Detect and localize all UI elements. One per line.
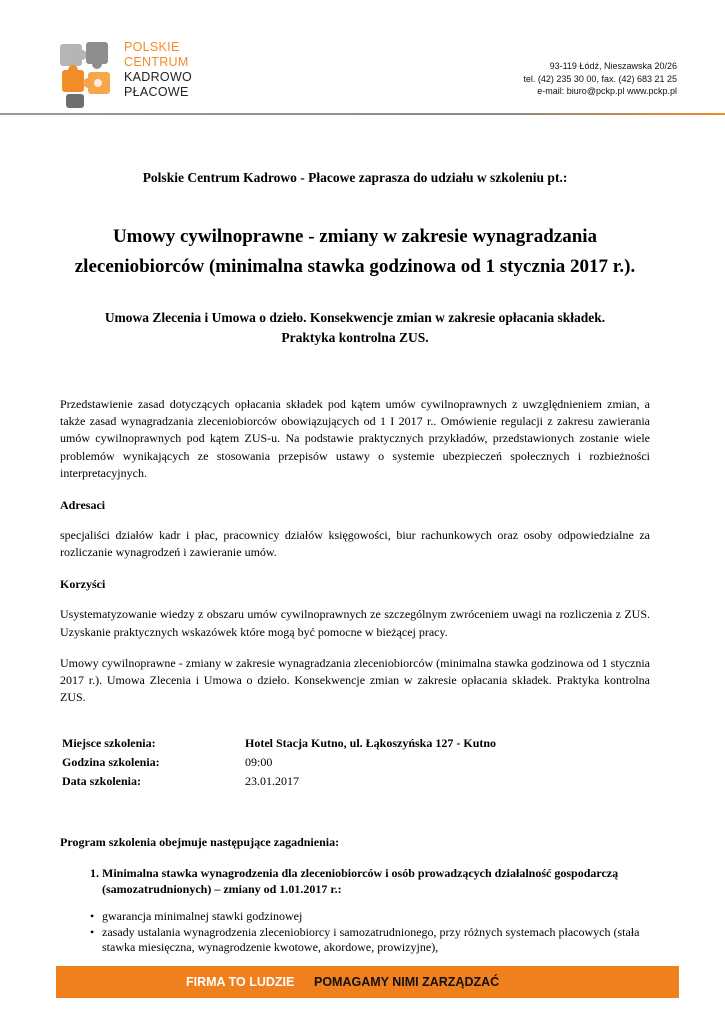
table-row xyxy=(60,736,496,755)
detail-value: 09:00 xyxy=(245,755,273,770)
detail-label: Data szkolenia: xyxy=(62,774,141,789)
invitation-line: Polskie Centrum Kadrowo - Płacowe zaprasza do udziału w szkoleniu pt.: xyxy=(142,170,568,185)
adresaci-text: specjaliści działów kadr i płac, pracownicy działów księgowości, biur rachunkowych oraz osoby odpowiedzialne za rozliczanie wynagrodzeń i zawieranie umów. xyxy=(60,528,650,560)
detail-label: Miejsce szkolenia: xyxy=(62,736,156,751)
logo-line: KADROWO xyxy=(124,70,193,84)
title-line: Umowy cywilnoprawne - zmiany w zakresie wynagradzania xyxy=(112,226,598,247)
address: 93-119 Łódź, Nieszawska 20/26 xyxy=(549,61,677,71)
footer-banner xyxy=(56,966,679,998)
logo-line: PŁACOWE xyxy=(124,85,189,99)
table-row xyxy=(60,774,496,793)
intro-paragraph: Przedstawienie zasad dotyczących opłacania składek pod kątem umów cywilnoprawnych z uwzględnieniem zmian, a także zasad wynagradzania zleceniobiorców obowiązujących od 1 I 2017 r.. Omówienie regulacji z zakresu zawierania umów cywilnoprawnych pod kątem ZUS-u. Na podstawie praktycznych przykładów, przedstawionych zostanie wiele problemów wynikających ze stosowania przepisów ustawy o systemie ubezpieczeń społecznych i rozbieżności interpretacyjnych. xyxy=(60,397,650,480)
program-bullets xyxy=(60,909,650,956)
list-item: • zasady ustalania wynagrodzenia zleceniobiorcy i samozatrudnionego, przy różnych systemach płacowych (stała stawka miesięczna, wynagrodzenie kwotowe, akordowe, prowizyjne), xyxy=(102,925,650,956)
phone-fax: tel. (42) 235 30 00, fax. (42) 683 21 25 xyxy=(523,73,677,84)
subtitle-line: Umowa Zlecenia i Umowa o dzieło. Konsekwencje zmian w zakresie opłacania składek. xyxy=(104,310,606,325)
detail-label: Godzina szkolenia: xyxy=(62,755,160,770)
korzysci-text: Usystematyzowanie wiedzy z obszaru umów cywilnoprawnych ze szczególnym zwróceniem uwagi na rozliczenia z ZUS. Uzyskanie praktycznych wskazówek które mogą być pomocne w bieżącej pracy. xyxy=(60,607,650,639)
company-logo xyxy=(56,36,206,112)
training-subtitle xyxy=(60,308,650,348)
document-body xyxy=(60,170,650,956)
korzysci-heading: Korzyści xyxy=(60,577,106,592)
table-row xyxy=(60,755,496,774)
footer-slogan-right: POMAGAMY NIMI ZARZĄDZAĆ xyxy=(314,975,500,989)
detail-value: Hotel Stacja Kutno, ul. Łąkoszyńska 127 - Kutno xyxy=(245,736,497,751)
training-details xyxy=(60,736,496,793)
logo-wordmark xyxy=(124,40,192,100)
logo-line: POLSKIE xyxy=(124,40,180,54)
puzzle-logo-icon xyxy=(56,38,122,110)
logo-line: CENTRUM xyxy=(124,55,189,69)
list-item: 1. Minimalna stawka wynagrodzenia dla zleceniobiorców i osób prowadzących działalność gospodarczą (samozatrudnionych) – zmiany od 1.01.2017 r.: xyxy=(102,866,650,897)
footer-slogan-left: FIRMA TO LUDZIE xyxy=(186,975,295,989)
header-divider xyxy=(0,113,725,115)
email-web: e-mail: biuro@pckp.pl www.pckp.pl xyxy=(537,86,677,96)
adresaci-heading: Adresaci xyxy=(60,498,106,513)
subtitle-line: Praktyka kontrolna ZUS. xyxy=(281,330,429,345)
contact-info xyxy=(523,60,677,98)
detail-value: 23.01.2017 xyxy=(245,774,299,789)
program-list xyxy=(60,866,650,897)
letterhead xyxy=(0,0,725,120)
summary-text: Umowy cywilnoprawne - zmiany w zakresie wynagradzania zleceniobiorców (minimalna stawka godzinowa od 1 stycznia 2017 r.). Umowa Zlecenia i Umowa o dzieło. Konsekwencje zmian w zakresie opłacania składek. Praktyka kontrolna ZUS. xyxy=(60,655,650,705)
training-title xyxy=(60,222,650,282)
program-heading: Program szkolenia obejmuje następujące zagadnienia: xyxy=(60,835,340,850)
title-line: zleceniobiorców (minimalna stawka godzinowa od 1 stycznia 2017 r.). xyxy=(74,256,636,277)
list-item: • gwarancja minimalnej stawki godzinowej xyxy=(102,909,650,925)
